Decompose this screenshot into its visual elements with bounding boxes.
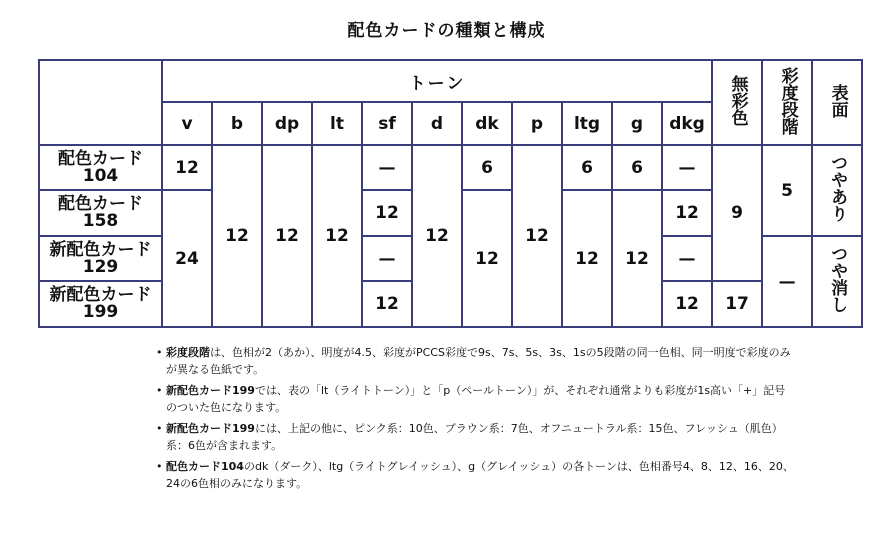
tone-col-sf: sf [362,102,412,145]
row-header-104-line2: 104 [82,165,119,186]
tone-col-dk: dk [462,102,512,145]
row-header-158 [39,190,162,236]
row-header-129-line1: 新配色カード [49,239,152,260]
notes-list [156,344,796,496]
cell-dp: 12 [262,145,312,327]
row-header-199-line2: 199 [82,302,119,322]
note-term: 新配色カード199 [166,422,255,435]
tone-col-v: v [162,102,212,145]
cell-p: 12 [512,145,562,327]
tone-col-dp: dp [262,102,312,145]
cell-lt: 12 [312,145,362,327]
row-header-104-line1: 配色カード [58,148,143,169]
row-header-158-line1: 配色カード [58,194,143,214]
tone-col-b: b [212,102,262,145]
note-term: 彩度段階 [166,346,210,359]
tone-header: トーン [162,60,712,102]
cell-sf-199: 12 [362,281,412,327]
cell-ltg-104: 6 [562,145,612,190]
tone-col-g: g [612,102,662,145]
tone-col-dkg: dkg [662,102,712,145]
tone-col-lt: lt [312,102,362,145]
note-term: 新配色カード199 [166,384,255,397]
achromatic-header-text: 無彩色 [727,75,748,126]
page-title: 配色カードの種類と構成 [347,21,546,41]
cell-v-rest: 24 [162,190,212,327]
cell-achromatic-top: 9 [712,145,762,281]
cell-surface-bottom [812,236,862,327]
surface-glossy-text: つやあり [827,153,848,222]
row-header-129-line2: 129 [82,256,119,277]
cell-dk-104: 6 [462,145,512,190]
achromatic-header [712,60,762,145]
cell-sf-129: — [362,236,412,281]
cell-dkg-104: — [662,145,712,190]
cell-g-104: 6 [612,145,662,190]
cell-ltg-rest: 12 [562,190,612,327]
cell-v-104: 12 [162,145,212,190]
cell-achromatic-bottom: 17 [712,281,762,327]
row-header-104 [39,145,162,190]
card-composition-table [38,59,863,328]
note-text: では、表の「lt（ライトトーン）」と「p（ペールトーン）」が、それぞれ通常よりも彩度が1s高い「+」記号のついた色になります。 [166,384,786,414]
tone-col-p: p [512,102,562,145]
note-term: 配色カード104 [166,460,244,473]
row-header-199-line1: 新配色カード [49,285,152,305]
row-header-129 [39,236,162,281]
cell-dkg-158: 12 [662,190,712,236]
note-item [156,458,796,492]
cell-dk-rest: 12 [462,190,512,327]
tone-col-ltg: ltg [562,102,612,145]
surface-matte-text: つや消し [827,244,848,313]
chroma-header [762,60,812,145]
row-header-199 [39,281,162,327]
cell-chroma-bottom: — [762,236,812,327]
cell-dkg-129: — [662,236,712,281]
cell-dkg-199: 12 [662,281,712,327]
tone-col-d: d [412,102,462,145]
cell-d: 12 [412,145,462,327]
surface-header [812,60,862,145]
cell-sf-104: — [362,145,412,190]
note-item [156,344,796,378]
note-item [156,382,796,416]
cell-sf-158: 12 [362,190,412,236]
note-text: には、上記の他に、ピンク系：10色、ブラウン系：7色、オフニュートラル系：15色、フレッシュ（肌色）系：6色が含まれます。 [166,422,783,452]
corner-cell [39,60,162,145]
cell-b: 12 [212,145,262,327]
chroma-header-text: 彩度段階 [777,66,798,135]
cell-chroma-top: 5 [762,145,812,236]
surface-header-text: 表面 [827,83,848,118]
cell-g-rest: 12 [612,190,662,327]
note-item [156,420,796,454]
note-text: は、色相が2（あか）、明度が4.5、彩度がPCCS彩度で9s、7s、5s、3s、1sの5段階の同一色相、同一明度で彩度のみが異なる色紙です。 [166,346,791,376]
note-text: のdk（ダーク）、ltg（ライトグレイッシュ）、g（グレイッシュ）の各トーンは、色相番号4、8、12、16、20、24の6色相のみになります。 [166,460,794,490]
cell-surface-top [812,145,862,236]
row-header-158-line2: 158 [82,211,119,231]
